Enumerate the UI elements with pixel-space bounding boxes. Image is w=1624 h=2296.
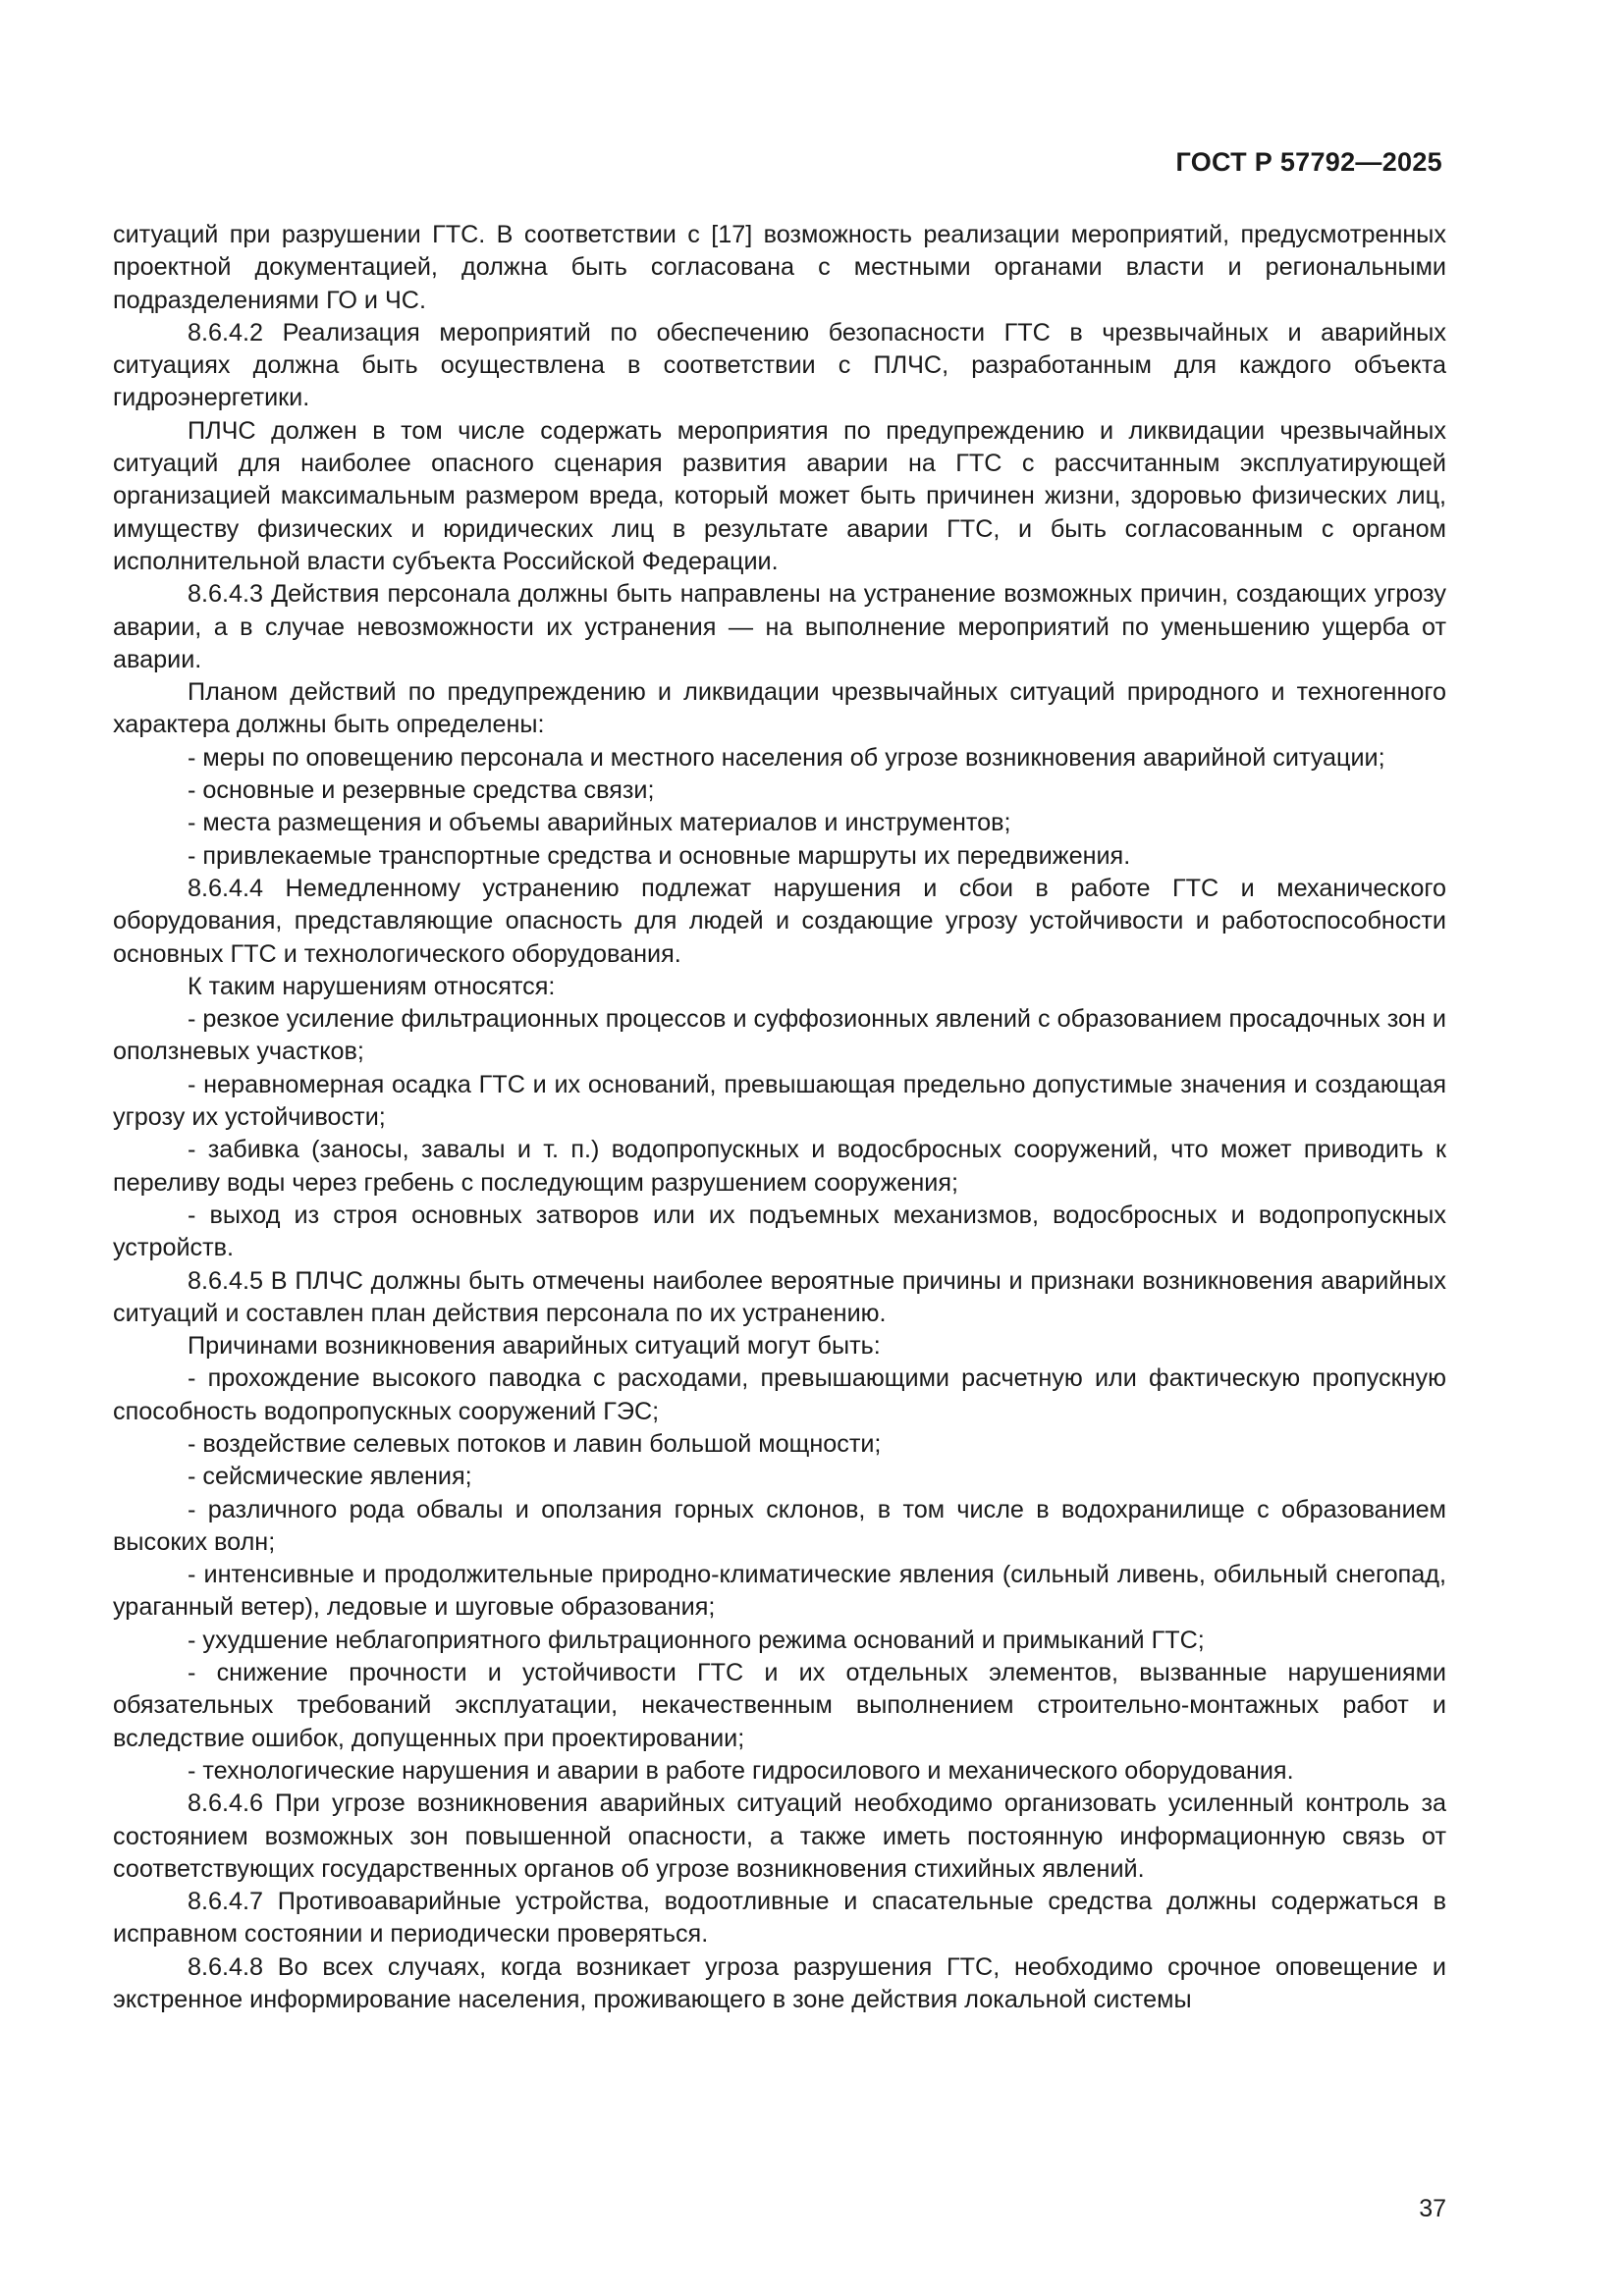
list-item: - забивка (заносы, завалы и т. п.) водопропускных и водосбросных сооружений, что может приводить к переливу воды через гребень с последующим разрушением сооружения;	[113, 1136, 1446, 1197]
page-number: 37	[1419, 2195, 1446, 2222]
list-item: - технологические нарушения и аварии в работе гидросилового и механического оборудования.	[188, 1756, 1294, 1785]
page-body	[113, 219, 1446, 2016]
clause-8-6-4-8: 8.6.4.8 Во всех случаях, когда возникает угроза разрушения ГТС, необходимо срочное оповещение и экстренное информирование населения, проживающего в зоне действия локальной системы	[113, 1952, 1446, 2014]
paragraph: Планом действий по предупреждению и ликвидации чрезвычайных ситуаций природного и техногенного характера должны быть определены:	[113, 678, 1446, 739]
list-item: - интенсивные и продолжительные природно-климатические явления (сильный ливень, обильный снегопад, ураганный ветер), ледовые и шуговые образования;	[113, 1561, 1446, 1622]
paragraph: К таким нарушениям относятся:	[188, 972, 556, 1000]
list-item: - ухудшение неблагоприятного фильтрационного режима оснований и примыканий ГТС;	[188, 1626, 1205, 1654]
paragraph-continuation: ситуаций при разрушении ГТС. В соответствии с [17] возможность реализации мероприятий, предусмотренных проектной документацией, должна быть согласована с местными органами власти и региональными подразделениями ГО и ЧС.	[113, 221, 1446, 314]
list-item: - снижение прочности и устойчивости ГТС и их отдельных элементов, вызванные нарушениями обязательных требований эксплуатации, некачественным выполнением строительно-монтажных работ и вследствие ошибок, допущенных при проектировании;	[113, 1659, 1446, 1752]
list-item: - основные и резервные средства связи;	[188, 776, 655, 805]
list-item: - различного рода обвалы и оползания горных склонов, в том числе в водохранилище с образованием высоких волн;	[113, 1495, 1446, 1556]
list-item: - неравномерная осадка ГТС и их оснований, превышающая предельно допустимые значения и создающая угрозу их устойчивости;	[113, 1070, 1446, 1132]
paragraph: ПЛЧС должен в том числе содержать мероприятия по предупреждению и ликвидации чрезвычайных ситуаций для наиболее опасного сценария развития аварии на ГТС с рассчитанным эксплуатирующей организацией максимальным размером вреда, который может быть причинен жизни, здоровью физических лиц, имуществу физических и юридических лиц в результате аварии ГТС, и быть согласованным с органом исполнительной власти субъекта Российской Федерации.	[113, 416, 1446, 575]
paragraph: Причинами возникновения аварийных ситуаций могут быть:	[188, 1332, 881, 1361]
document-header	[1175, 147, 1442, 178]
list-item: - выход из строя основных затворов или их подъемных механизмов, водосбросных и водопропускных устройств.	[113, 1201, 1446, 1262]
clause-8-6-4-3: 8.6.4.3 Действия персонала должны быть направлены на устранение возможных причин, создающих угрозу аварии, а в случае невозможности их устранения — на выполнение мероприятий по уменьшению ущерба от аварии.	[113, 580, 1446, 673]
list-item: - привлекаемые транспортные средства и основные маршруты их передвижения.	[188, 841, 1131, 870]
list-item: - меры по оповещению персонала и местного населения об угрозе возникновения аварийной ситуации;	[188, 743, 1385, 772]
clause-8-6-4-7: 8.6.4.7 Противоаварийные устройства, водоотливные и спасательные средства должны содержаться в исправном состоянии и периодически проверяться.	[113, 1888, 1446, 1949]
list-item: - прохождение высокого паводка с расходами, превышающими расчетную или фактическую пропускную способность водопропускных сооружений ГЭС;	[113, 1364, 1446, 1425]
clause-8-6-4-5: 8.6.4.5 В ПЛЧС должны быть отмечены наиболее вероятные причины и признаки возникновения аварийных ситуаций и составлен план действия персонала по их устранению.	[113, 1266, 1446, 1327]
list-item: - воздействие селевых потоков и лавин большой мощности;	[188, 1429, 882, 1458]
list-item: - сейсмические явления;	[188, 1463, 472, 1491]
clause-8-6-4-2: 8.6.4.2 Реализация мероприятий по обеспечению безопасности ГТС в чрезвычайных и аварийных ситуациях должна быть осуществлена в соответствии с ПЛЧС, разработанным для каждого объекта гидроэнергетики.	[113, 318, 1446, 412]
clause-8-6-4-4: 8.6.4.4 Немедленному устранению подлежат нарушения и сбои в работе ГТС и механического оборудования, представляющие опасность для людей и создающие угрозу устойчивости и работоспособности основных ГТС и технологического оборудования.	[113, 874, 1446, 968]
list-item: - места размещения и объемы аварийных материалов и инструментов;	[188, 809, 1011, 837]
list-item: - резкое усиление фильтрационных процессов и суффозионных явлений с образованием просадочных зон и оползневых участков;	[113, 1005, 1446, 1066]
clause-8-6-4-6: 8.6.4.6 При угрозе возникновения аварийных ситуаций необходимо организовать усиленный контроль за состоянием возможных зон повышенной опасности, а также иметь постоянную информационную связь от соответствующих государственных органов об угрозе возникновения стихийных явлений.	[113, 1789, 1446, 1883]
standard-designation: ГОСТ Р 57792—2025	[1175, 147, 1442, 177]
